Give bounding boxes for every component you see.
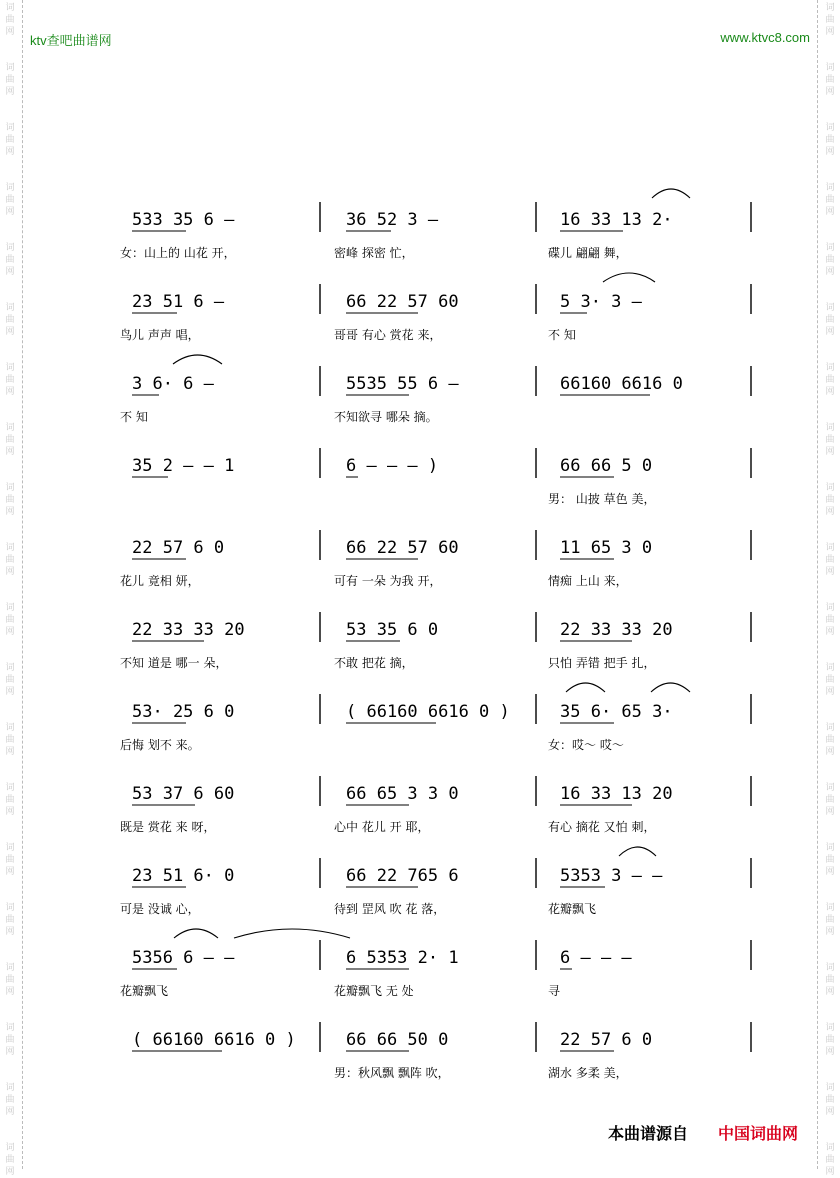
- lyric-line: 女：山上的 山花 开，: [120, 246, 236, 260]
- site-name[interactable]: ktv查吧曲谱网: [30, 33, 112, 48]
- watermark-glyph: 词 曲 网: [5, 483, 15, 517]
- note-group: 3 6· 6 –: [132, 374, 214, 394]
- lyric-line: 不知欲寻 哪朵 摘。: [334, 410, 438, 424]
- watermark-glyph: 词 曲 网: [825, 3, 835, 37]
- lyric-line: 花瓣飘飞 无 处: [334, 984, 414, 998]
- lyric-line: 可是 没诚 心，: [120, 902, 200, 916]
- watermark-glyph: 词 曲 网: [5, 843, 15, 877]
- note-group: 16 33 13 2·: [560, 210, 673, 230]
- note-group: 66 65 3 3 0: [346, 784, 459, 804]
- note-group: 36 52 3 –: [346, 210, 439, 230]
- footer-source-label: 本曲谱源自: [608, 1124, 689, 1143]
- note-group: 5356 6 – –: [132, 948, 235, 968]
- watermark-glyph: 词 曲 网: [5, 1083, 15, 1117]
- watermark-glyph: 词 曲 网: [825, 123, 835, 157]
- watermark-glyph: 词 曲 网: [5, 123, 15, 157]
- slur-arc: [603, 273, 655, 282]
- note-group: 66 66 5 0: [560, 456, 653, 476]
- lyric-line: 情痴 上山 来，: [548, 574, 628, 588]
- lyric-line: 鸟儿 声声 唱，: [120, 328, 200, 342]
- watermark-glyph: 词 曲 网: [5, 903, 15, 937]
- watermark-glyph: 词 曲 网: [5, 1143, 15, 1177]
- watermark-glyph: 词 曲 网: [825, 1143, 835, 1177]
- slur-arc: [651, 683, 690, 692]
- note-group: 11 65 3 0: [560, 538, 653, 558]
- note-group: 23 51 6· 0: [132, 866, 235, 886]
- lyric-line: 密峰 探密 忙，: [334, 246, 414, 260]
- site-url[interactable]: www.ktvc8.com: [720, 30, 810, 45]
- lyric-line: 男： 山披 草色 美，: [548, 492, 656, 506]
- note-group: 22 57 6 0: [560, 1030, 653, 1050]
- lyric-line: 有心 摘花 又怕 刺，: [548, 820, 656, 834]
- slur-arc: [652, 189, 690, 198]
- lyric-line: 碟儿 翩翩 舞，: [548, 246, 628, 260]
- watermark-glyph: 词 曲 网: [5, 783, 15, 817]
- watermark-glyph: 词 曲 网: [825, 1023, 835, 1057]
- watermark-glyph: 词 曲 网: [825, 963, 835, 997]
- watermark-glyph: 词 曲 网: [825, 423, 835, 457]
- lyric-line: 不 知: [120, 410, 148, 424]
- watermark-glyph: 词 曲 网: [825, 603, 835, 637]
- note-group: 53· 25 6 0: [132, 702, 235, 722]
- watermark-glyph: 词 曲 网: [825, 783, 835, 817]
- watermark-glyph: 词 曲 网: [5, 183, 15, 217]
- note-group: 5 3· 3 –: [560, 292, 642, 312]
- note-group: 16 33 13 20: [560, 784, 673, 804]
- watermark-glyph: 词 曲 网: [825, 303, 835, 337]
- watermark-glyph: 词 曲 网: [5, 543, 15, 577]
- watermark-glyph: 词 曲 网: [5, 1023, 15, 1057]
- watermark-glyph: 词 曲 网: [825, 63, 835, 97]
- note-group: 66 66 50 0: [346, 1030, 449, 1050]
- watermark-glyph: 词 曲 网: [825, 663, 835, 697]
- note-group: 6 5353 2· 1: [346, 948, 459, 968]
- note-group: 533 35 6 –: [132, 210, 235, 230]
- watermark-glyph: 词 曲 网: [825, 183, 835, 217]
- note-group: 35 2 – – 1: [132, 456, 235, 476]
- watermark-glyph: 词 曲 网: [5, 723, 15, 757]
- note-group: 35 6· 65 3·: [560, 702, 673, 722]
- slur-arc: [566, 683, 605, 692]
- watermark-glyph: 词 曲 网: [5, 3, 15, 37]
- note-group: 53 35 6 0: [346, 620, 439, 640]
- watermark-glyph: 词 曲 网: [5, 663, 15, 697]
- lyric-line: 湖水 多柔 美，: [548, 1066, 628, 1080]
- watermark-glyph: 词 曲 网: [5, 243, 15, 277]
- note-group: 66160 6616 0: [560, 374, 683, 394]
- watermark-glyph: 词 曲 网: [825, 1083, 835, 1117]
- watermark-glyph: 词 曲 网: [5, 303, 15, 337]
- lyric-line: 既是 赏花 来 呀，: [120, 820, 216, 834]
- note-group: 6 – – – ): [346, 456, 439, 476]
- lyric-line: 待到 罡风 吹 花 落，: [334, 902, 446, 916]
- note-group: 22 33 33 20: [560, 620, 673, 640]
- watermark-glyph: 词 曲 网: [5, 423, 15, 457]
- watermark-glyph: 词 曲 网: [5, 363, 15, 397]
- lyric-line: 男：秋风飘 飘阵 吹，: [334, 1066, 450, 1080]
- lyric-line: 女：哎～ 哎～: [548, 738, 624, 752]
- watermark-glyph: 词 曲 网: [5, 963, 15, 997]
- watermark-glyph: 词 曲 网: [5, 603, 15, 637]
- lyric-line: 花瓣飘飞: [548, 902, 597, 916]
- watermark-glyph: 词 曲 网: [825, 843, 835, 877]
- footer-source-site[interactable]: 中国词曲网: [718, 1124, 799, 1143]
- lyric-line: 后悔 划不 来。: [120, 738, 200, 752]
- watermark-glyph: 词 曲 网: [825, 723, 835, 757]
- note-group: 22 33 33 20: [132, 620, 245, 640]
- watermark-glyph: 词 曲 网: [825, 363, 835, 397]
- lyric-line: 花瓣飘飞: [120, 984, 169, 998]
- slur-arc: [173, 355, 222, 364]
- watermark-glyph: 词 曲 网: [825, 243, 835, 277]
- watermark-glyph: 词 曲 网: [825, 543, 835, 577]
- note-group: ( 66160 6616 0 ): [346, 702, 510, 722]
- note-group: 53 37 6 60: [132, 784, 235, 804]
- note-group: 22 57 6 0: [132, 538, 225, 558]
- watermark-glyph: 词 曲 网: [5, 63, 15, 97]
- lyric-line: 哥哥 有心 赏花 来，: [334, 328, 442, 342]
- watermark-glyph: 词 曲 网: [825, 483, 835, 517]
- note-group: ( 66160 6616 0 ): [132, 1030, 296, 1050]
- note-group: 6 – – –: [560, 948, 632, 968]
- note-group: 66 22 57 60: [346, 538, 459, 558]
- lyric-line: 只怕 弄错 把手 扎，: [548, 656, 656, 670]
- note-group: 5535 55 6 –: [346, 374, 459, 394]
- lyric-line: 不 知: [548, 328, 576, 342]
- note-group: 5353 3 – –: [560, 866, 663, 886]
- slur-arc: [234, 929, 350, 938]
- lyric-line: 寻: [548, 984, 561, 998]
- note-group: 66 22 57 60: [346, 292, 459, 312]
- lyric-line: 心中 花儿 开 耶，: [334, 820, 430, 834]
- lyric-line: 可有 一朵 为我 开，: [334, 574, 442, 588]
- slur-arc: [174, 929, 218, 938]
- note-group: 23 51 6 –: [132, 292, 225, 312]
- slur-arc: [619, 847, 656, 856]
- lyric-line: 花儿 竟相 妍，: [120, 574, 200, 588]
- note-group: 66 22 765 6: [346, 866, 459, 886]
- lyric-line: 不知 道是 哪一 朵，: [120, 656, 228, 670]
- lyric-line: 不敢 把花 摘，: [334, 656, 414, 670]
- watermark-glyph: 词 曲 网: [825, 903, 835, 937]
